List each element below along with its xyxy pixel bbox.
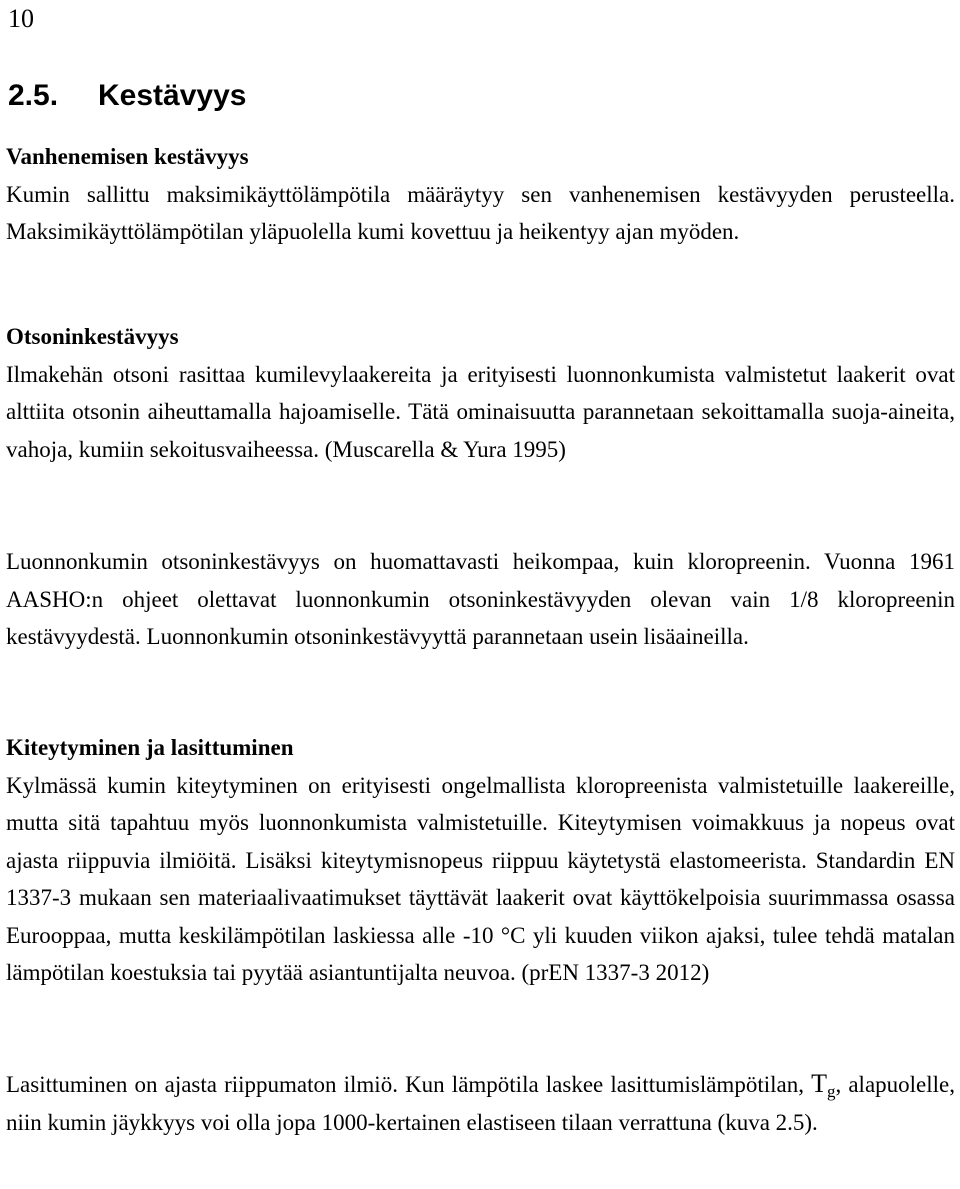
- glass-transition-text-after: , alapuolelle, niin kumin jäykkyys voi olla jopa 1000-kertainen elastiseen tilaan verrattuna (kuva 2.5).: [6, 1072, 955, 1135]
- ozone-resistance-heading: Otsoninkestävyys: [6, 324, 179, 349]
- ozone-resistance-block: [6, 318, 955, 468]
- section-title: [8, 76, 246, 116]
- aging-resistance-paragraph: Kumin sallittu maksimikäyttölämpötila määräytyy sen vanhenemisen kestävyyden perusteella. Maksimikäyttölämpötilan yläpuolella kumi kovettuu ja heikentyy ajan myöden.: [6, 181, 955, 244]
- aging-resistance-heading: Vanhenemisen kestävyys: [6, 144, 249, 169]
- ozone-resistance-paragraph-2: Luonnonkumin otsoninkestävyys on huomattavasti heikompaa, kuin kloropreenin. Vuonna 1961 AASHO:n ohjeet olettavat luonnonkumin otsoninkestävyyden olevan vain 1/8 kloropreenin kestävyydestä. Luonnonkumin otsoninkestävyyttä parannetaan usein lisäaineilla.: [6, 549, 955, 649]
- glass-transition-text-before: Lasittuminen on ajasta riippumaton ilmiö. Kun lämpötila laskee lasittumislämpötilan,: [6, 1072, 804, 1097]
- crystallization-heading: Kiteytyminen ja lasittuminen: [6, 735, 294, 760]
- crystallization-block: [6, 729, 955, 992]
- ozone-resistance-paragraph-1: Ilmakehän otsoni rasittaa kumilevylaakereita ja erityisesti luonnonkumista valmistetut laakerit ovat alttiita otsonin aiheuttamalla hajoamiselle. Tätä ominaisuutta parannetaan sekoittamalla suoja-aineita, vahoja, kumiin sekoitusvaiheessa. (Muscarella & Yura 1995): [6, 361, 955, 462]
- glass-temperature-subscript: g: [826, 1082, 836, 1101]
- section-number: 2.5.: [8, 79, 59, 112]
- section-title-text: Kestävyys: [98, 79, 247, 112]
- glass-transition-block: [6, 1065, 955, 1141]
- page-number: 10: [8, 4, 34, 33]
- glass-temperature-symbol: [811, 1069, 836, 1101]
- glass-temperature-letter: T: [811, 1069, 827, 1098]
- ozone-resistance-block-2: [6, 543, 955, 656]
- crystallization-paragraph: Kylmässä kumin kiteytyminen on erityisesti ongelmallista kloropreenista valmistetuille laakereille, mutta sitä tapahtuu myös luonnonkumista valmistetuille. Kiteytymisen voimakkuus ja nopeus ovat ajasta riippuvia ilmiöitä. Lisäksi kiteytymisnopeus riippuu käytetystä elastomeerista. Standardin EN 1337-3 mukaan sen materiaalivaatimukset täyttävät laakerit ovat käyttökelpoisia suurimmassa osassa Eurooppaa, mutta keskilämpötilan laskiessa alle -10 °C yli kuuden viikon ajaksi, tulee tehdä matalan lämpötilan koestuksia tai pyytää asiantuntijalta neuvoa. (prEN 1337-3 2012): [6, 772, 955, 985]
- aging-resistance-block: [6, 138, 955, 251]
